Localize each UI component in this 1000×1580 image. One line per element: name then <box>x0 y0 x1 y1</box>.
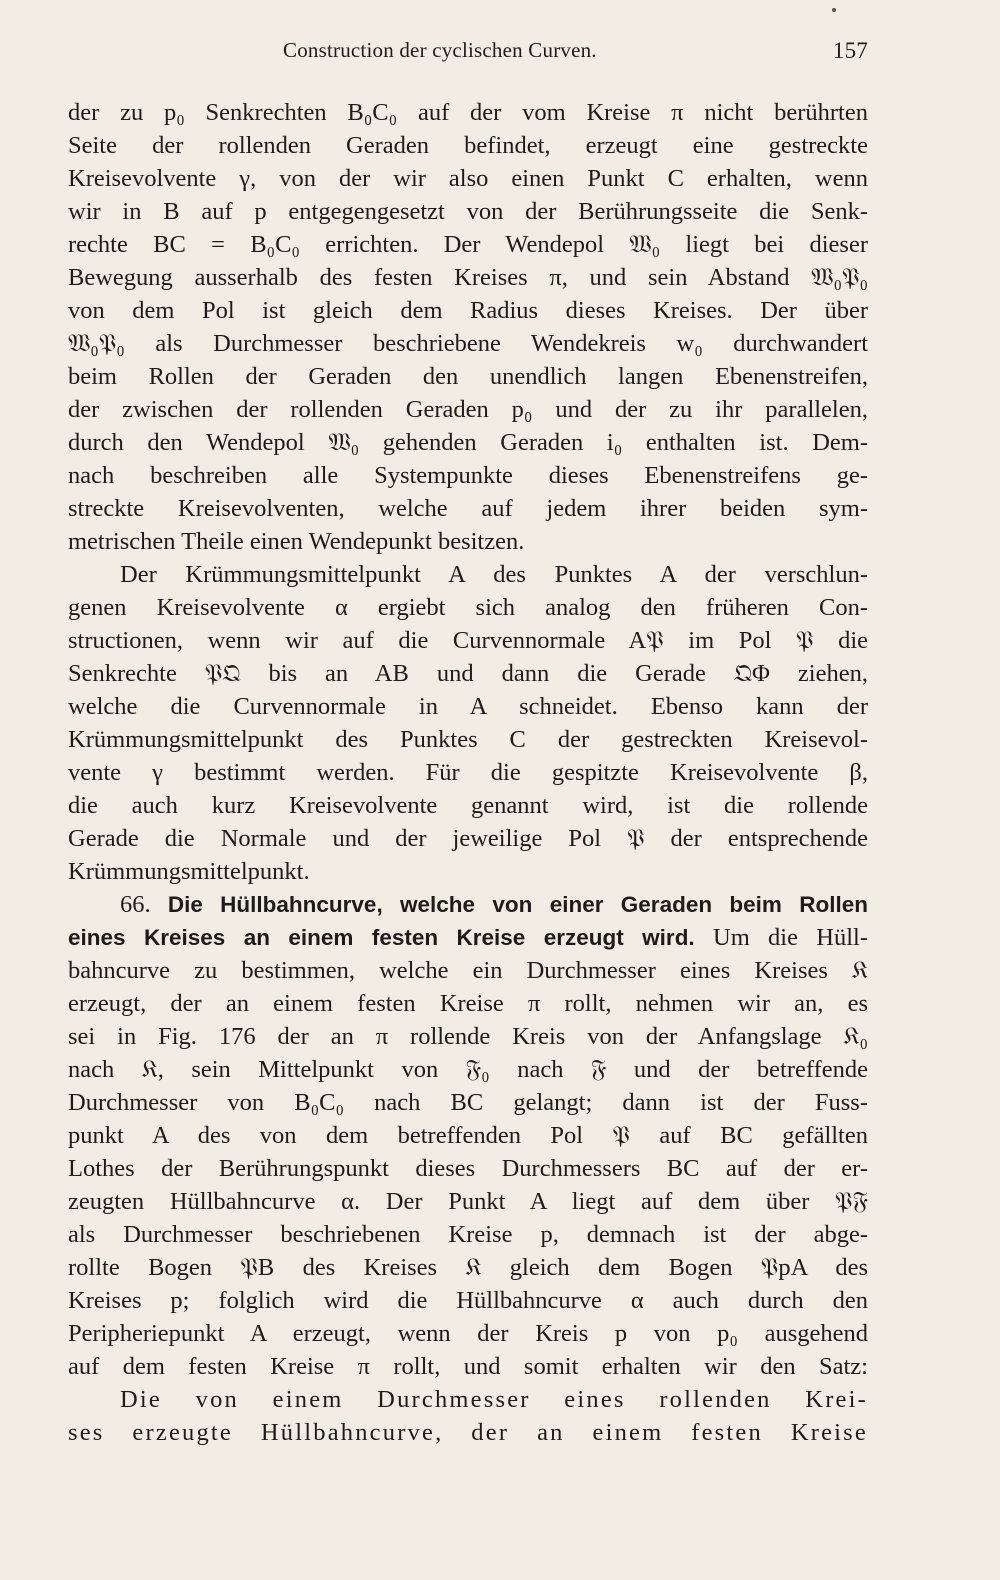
text-line: Krümmungsmittelpunkt des Punktes C der gestreckten Kreisevol- <box>68 726 868 753</box>
text-line: Krümmungsmittelpunkt. <box>68 858 310 885</box>
text-line: auf dem festen Kreise π rollt, und somit erhalten wir den Satz: <box>68 1353 868 1380</box>
section-number: 66. <box>120 891 151 918</box>
text-line: wir in B auf p entgegengesetzt von der Berührungsseite die Senk- <box>68 198 868 225</box>
text-line: punkt A des von dem betreffenden Pol 𝔓 auf BC gefällten <box>68 1122 868 1149</box>
text-line: Gerade die Normale und der jeweilige Pol 𝔓 der entsprechende <box>68 825 868 852</box>
text-line: Bewegung ausserhalb des festen Kreises π, und sein Abstand 𝔚₀𝔓₀ <box>68 264 868 291</box>
section-text: Um die Hüll- <box>713 924 868 951</box>
theorem-line: ses erzeugte Hüllbahncurve, der an einem festen Kreise <box>68 1419 868 1446</box>
text-line: beim Rollen der Geraden den unendlich langen Ebenenstreifen, <box>68 363 868 390</box>
theorem-line: Die von einem Durchmesser eines rollenden Krei- <box>120 1386 868 1413</box>
text-line: genen Kreisevolvente α ergiebt sich analog den früheren Con- <box>68 594 868 621</box>
paragraph-start: Der Krümmungsmittelpunkt A des Punktes A der verschlun- <box>120 561 868 588</box>
text-line: bahncurve zu bestimmen, welche ein Durchmesser eines Kreises 𝔎 <box>68 957 868 984</box>
text-line: Lothes der Berührungspunkt dieses Durchmessers BC auf der er- <box>68 1155 868 1182</box>
running-title: Construction der cyclischen Curven. <box>283 38 597 62</box>
section-heading-line <box>68 921 868 954</box>
section-heading-cont: eines Kreises an einem festen Kreise erzeugt wird. <box>68 925 695 950</box>
text-line: der zwischen der rollenden Geraden p₀ und der zu ihr parallelen, <box>68 396 868 423</box>
text-line: streckte Kreisevolventen, welche auf jedem ihrer beiden sym- <box>68 495 868 522</box>
text-line: durch den Wendepol 𝔚₀ gehenden Geraden i₀ enthalten ist. Dem- <box>68 429 868 456</box>
section-heading-line <box>68 888 868 921</box>
text-line: metrischen Theile einen Wendepunkt besitzen. <box>68 528 525 555</box>
text-line: 𝔚₀𝔓₀ als Durchmesser beschriebene Wendekreis w₀ durchwandert <box>68 330 868 357</box>
page-number: 157 <box>832 38 868 63</box>
section-heading: Die Hüllbahncurve, welche von einer Geraden beim Rollen <box>167 892 868 917</box>
text-line: rollte Bogen 𝔓B des Kreises 𝔎 gleich dem Bogen 𝔓pA des <box>68 1254 868 1281</box>
text-line: erzeugt, der an einem festen Kreise π rollt, nehmen wir an, es <box>68 990 868 1017</box>
text-line: welche die Curvennormale in A schneidet. Ebenso kann der <box>68 693 868 720</box>
text-line: vente γ bestimmt werden. Für die gespitzte Kreisevolvente β, <box>68 759 868 786</box>
text-line: die auch kurz Kreisevolvente genannt wird, ist die rollende <box>68 792 868 819</box>
running-header <box>68 38 868 68</box>
speck-mark <box>832 8 836 12</box>
text-line: nach 𝔎, sein Mittelpunkt von 𝔉₀ nach 𝔉 und der betreffende <box>68 1056 868 1083</box>
text-body <box>68 96 868 1449</box>
text-line: Senkrechte 𝔓𝔔 bis an AB und dann die Gerade 𝔔Φ ziehen, <box>68 660 868 687</box>
text-line: sei in Fig. 176 der an π rollende Kreis von der Anfangslage 𝔎₀ <box>68 1023 868 1050</box>
text-line: rechte BC = B₀C₀ errichten. Der Wendepol 𝔚₀ liegt bei dieser <box>68 231 868 258</box>
text-line: Peripheriepunkt A erzeugt, wenn der Kreis p von p₀ ausgehend <box>68 1320 868 1347</box>
text-line: Durchmesser von B₀C₀ nach BC gelangt; dann ist der Fuss- <box>68 1089 868 1116</box>
text-line: Seite der rollenden Geraden befindet, erzeugt eine gestreckte <box>68 132 868 159</box>
text-line: von dem Pol ist gleich dem Radius dieses Kreises. Der über <box>68 297 868 324</box>
text-line: zeugten Hüllbahncurve α. Der Punkt A liegt auf dem über 𝔓𝔉 <box>68 1188 868 1215</box>
text-line: als Durchmesser beschriebenen Kreise p, demnach ist der abge- <box>68 1221 868 1248</box>
text-line: structionen, wenn wir auf die Curvennormale A𝔓 im Pol 𝔓 die <box>68 627 868 654</box>
text-line: nach beschreiben alle Systempunkte dieses Ebenenstreifens ge- <box>68 462 868 489</box>
text-line: Kreisevolvente γ, von der wir also einen Punkt C erhalten, wenn <box>68 165 868 192</box>
text-line: der zu p₀ Senkrechten B₀C₀ auf der vom Kreise π nicht berührten <box>68 99 868 126</box>
text-line: Kreises p; folglich wird die Hüllbahncurve α auch durch den <box>68 1287 868 1314</box>
